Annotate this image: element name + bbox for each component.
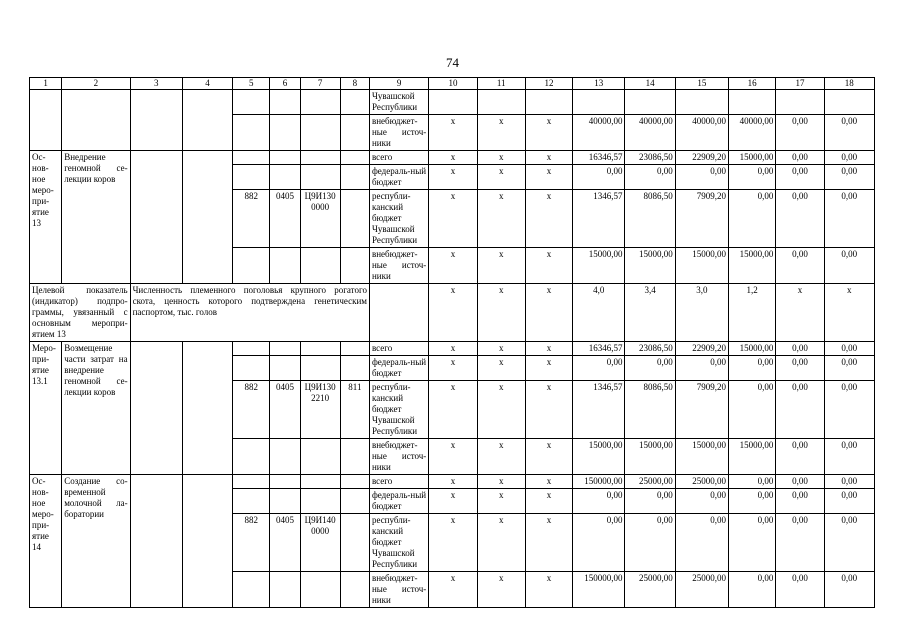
value-cell: 7909,20 (675, 190, 728, 248)
header-cell: 3 (130, 78, 182, 90)
value-cell: x (525, 248, 572, 284)
source-label: республи-канский бюджет Чувашской Республики (369, 190, 428, 248)
value-cell: 0,00 (824, 190, 874, 248)
source-label: федераль-ный бюджет (369, 165, 428, 190)
table-row (30, 90, 875, 115)
value-cell: 0,00 (824, 115, 874, 151)
value-cell: x (477, 151, 525, 165)
value-cell: x (429, 165, 477, 190)
cell-empty (300, 342, 340, 356)
value-cell: 7909,20 (675, 381, 728, 439)
header-cell: 14 (625, 78, 675, 90)
value-cell: x (525, 475, 572, 489)
value-cell: x (429, 356, 477, 381)
header-cell: 2 (62, 78, 130, 90)
value-cell: 0,00 (776, 356, 824, 381)
measure-description: Внедрение геномной се-лекции коров (62, 151, 130, 284)
cell-empty (340, 439, 369, 475)
cell-empty (233, 489, 270, 514)
table-row (30, 151, 875, 165)
cell-empty (675, 90, 728, 115)
table-row (30, 475, 875, 489)
value-cell: 0,00 (824, 356, 874, 381)
value-cell: x (477, 284, 525, 342)
value-cell: x (525, 489, 572, 514)
value-cell: x (477, 115, 525, 151)
value-cell: 0,00 (625, 489, 675, 514)
value-cell: 15000,00 (625, 248, 675, 284)
cell-empty (340, 514, 369, 572)
cell-empty (233, 248, 270, 284)
code-cell: 0405 (270, 514, 300, 572)
cell-empty (233, 151, 270, 165)
header-cell: 7 (300, 78, 340, 90)
source-label: внебюджет-ные источ-ники (369, 248, 428, 284)
value-cell: 0,00 (675, 514, 728, 572)
source-label: федераль-ный бюджет (369, 489, 428, 514)
value-cell: x (525, 190, 572, 248)
value-cell: 15000,00 (675, 248, 728, 284)
cell-empty (300, 572, 340, 608)
header-cell: 17 (776, 78, 824, 90)
value-cell: 0,00 (675, 165, 728, 190)
header-cell: 18 (824, 78, 874, 90)
value-cell: 0,00 (675, 489, 728, 514)
cell-empty (270, 90, 300, 115)
value-cell: 0,00 (824, 342, 874, 356)
header-cell: 15 (675, 78, 728, 90)
budget-table (29, 77, 875, 608)
value-cell: 25000,00 (675, 572, 728, 608)
cell-empty (233, 356, 270, 381)
value-cell: 0,00 (776, 572, 824, 608)
value-cell: 40000,00 (573, 115, 625, 151)
value-cell: 0,00 (776, 248, 824, 284)
value-cell: x (525, 356, 572, 381)
cell-empty (233, 90, 270, 115)
header-cell: 6 (270, 78, 300, 90)
cell-empty (300, 151, 340, 165)
code-cell: Ц9И130 2210 (300, 381, 340, 439)
cell-empty (270, 489, 300, 514)
cell-empty (340, 356, 369, 381)
value-cell: x (429, 342, 477, 356)
cell-empty (340, 90, 369, 115)
cell-empty (300, 439, 340, 475)
value-cell: 0,00 (729, 356, 776, 381)
cell-empty (270, 439, 300, 475)
value-cell: 0,00 (824, 151, 874, 165)
cell-empty (429, 90, 477, 115)
header-cell: 10 (429, 78, 477, 90)
value-cell: x (525, 115, 572, 151)
value-cell: 15000,00 (729, 439, 776, 475)
value-cell: 3,0 (675, 284, 728, 342)
measure-name: Меро-при-ятие 13.1 (30, 342, 62, 475)
cell-empty (233, 165, 270, 190)
value-cell: x (525, 165, 572, 190)
cell-empty (270, 151, 300, 165)
indicator-text: Численность племенного поголовья крупного рогатого скота, ценность которого подтверждена генетическим паспортом, тыс. голов (130, 284, 369, 342)
value-cell: 15000,00 (675, 439, 728, 475)
measure-name: Ос-нов-ное меро-при-ятие 14 (30, 475, 62, 608)
cell-empty (300, 356, 340, 381)
value-cell: x (429, 439, 477, 475)
value-cell: 25000,00 (675, 475, 728, 489)
value-cell: x (429, 115, 477, 151)
cell-empty (270, 248, 300, 284)
value-cell: 1,2 (729, 284, 776, 342)
value-cell: 0,00 (776, 489, 824, 514)
cell-empty (340, 165, 369, 190)
value-cell: 0,00 (729, 381, 776, 439)
value-cell: 0,00 (625, 514, 675, 572)
value-cell: x (477, 381, 525, 439)
source-label: внебюджет-ные источ-ники (369, 439, 428, 475)
cell-empty (300, 248, 340, 284)
value-cell: 15000,00 (625, 439, 675, 475)
value-cell: 3,4 (625, 284, 675, 342)
value-cell: x (477, 514, 525, 572)
value-cell: 0,00 (573, 165, 625, 190)
code-cell: 882 (233, 514, 270, 572)
value-cell: 15000,00 (729, 342, 776, 356)
page-number: 74 (446, 55, 459, 70)
value-cell: x (429, 381, 477, 439)
value-cell: 150000,00 (573, 475, 625, 489)
cell-empty (340, 475, 369, 489)
value-cell: 0,00 (573, 489, 625, 514)
value-cell: x (477, 356, 525, 381)
value-cell: 8086,50 (625, 381, 675, 439)
cell-empty (824, 90, 874, 115)
value-cell: x (477, 165, 525, 190)
value-cell: 0,00 (729, 514, 776, 572)
value-cell: 0,00 (729, 165, 776, 190)
table-row (30, 284, 875, 342)
cell-empty (340, 572, 369, 608)
cell-empty (340, 151, 369, 165)
header-row (30, 78, 875, 90)
indicator-label: Целевой показатель (индикатор) подпро-граммы, увязанный с основным меропри-ятием 13 (30, 284, 131, 342)
value-cell: 4,0 (573, 284, 625, 342)
cell-empty (270, 356, 300, 381)
header-cell: 11 (477, 78, 525, 90)
value-cell: x (525, 572, 572, 608)
value-cell: 0,00 (824, 514, 874, 572)
value-cell: x (429, 489, 477, 514)
value-cell: x (429, 475, 477, 489)
value-cell: 25000,00 (625, 475, 675, 489)
cell-empty (340, 248, 369, 284)
cell-empty (340, 489, 369, 514)
cell-empty (369, 284, 428, 342)
table-row (30, 342, 875, 356)
value-cell: 0,00 (776, 381, 824, 439)
value-cell: 40000,00 (625, 115, 675, 151)
cell-empty (270, 115, 300, 151)
cell-empty (300, 489, 340, 514)
value-cell: 0,00 (824, 489, 874, 514)
code-cell: 811 (340, 381, 369, 439)
value-cell: x (429, 284, 477, 342)
cell-empty (340, 190, 369, 248)
value-cell: 8086,50 (625, 190, 675, 248)
cell-empty (182, 342, 232, 475)
source-label: всего (369, 151, 428, 165)
value-cell: 1346,57 (573, 190, 625, 248)
cell-empty (270, 342, 300, 356)
value-cell: x (525, 284, 572, 342)
value-cell: 0,00 (824, 475, 874, 489)
cell-empty (130, 151, 182, 284)
value-cell: 15000,00 (573, 248, 625, 284)
value-cell: 0,00 (625, 165, 675, 190)
value-cell: 40000,00 (675, 115, 728, 151)
source-label: всего (369, 475, 428, 489)
cell-empty (270, 165, 300, 190)
header-cell: 1 (30, 78, 62, 90)
value-cell: 15000,00 (729, 248, 776, 284)
source-label: федераль-ный бюджет (369, 356, 428, 381)
cell-empty (525, 90, 572, 115)
source-label: Чувашской Республики (369, 90, 428, 115)
value-cell: 25000,00 (625, 572, 675, 608)
source-label: внебюджет-ные источ-ники (369, 115, 428, 151)
cell-empty (300, 165, 340, 190)
cell-empty (233, 475, 270, 489)
value-cell: 0,00 (776, 115, 824, 151)
value-cell: x (429, 248, 477, 284)
value-cell: x (429, 190, 477, 248)
cell-empty (130, 475, 182, 608)
value-cell: 0,00 (729, 489, 776, 514)
value-cell: x (525, 514, 572, 572)
cell-empty (130, 90, 182, 151)
cell-empty (573, 90, 625, 115)
header-cell: 12 (525, 78, 572, 90)
code-cell: Ц9И130 0000 (300, 190, 340, 248)
value-cell: 0,00 (625, 356, 675, 381)
header-cell: 13 (573, 78, 625, 90)
value-cell: 150000,00 (573, 572, 625, 608)
cell-empty (30, 90, 62, 151)
header-cell: 8 (340, 78, 369, 90)
value-cell: 23086,50 (625, 342, 675, 356)
cell-empty (270, 475, 300, 489)
cell-empty (340, 342, 369, 356)
cell-empty (130, 342, 182, 475)
value-cell: x (477, 572, 525, 608)
header-cell: 4 (182, 78, 232, 90)
value-cell: 0,00 (824, 165, 874, 190)
value-cell: x (776, 284, 824, 342)
value-cell: x (429, 572, 477, 608)
value-cell: x (429, 514, 477, 572)
measure-description: Создание со-временной молочной ла-боратории (62, 475, 130, 608)
cell-empty (625, 90, 675, 115)
value-cell: 0,00 (824, 439, 874, 475)
source-label: республи-канский бюджет Чувашской Республики (369, 514, 428, 572)
value-cell: 16346,57 (573, 342, 625, 356)
cell-empty (776, 90, 824, 115)
cell-empty (62, 90, 130, 151)
cell-empty (270, 572, 300, 608)
source-label: всего (369, 342, 428, 356)
cell-empty (233, 342, 270, 356)
value-cell: 15000,00 (573, 439, 625, 475)
measure-name: Ос-нов-ное меро-при-ятие 13 (30, 151, 62, 284)
value-cell: 0,00 (776, 165, 824, 190)
cell-empty (300, 115, 340, 151)
value-cell: x (824, 284, 874, 342)
value-cell: 0,00 (776, 190, 824, 248)
cell-empty (300, 475, 340, 489)
code-cell: 882 (233, 190, 270, 248)
value-cell: 0,00 (824, 572, 874, 608)
value-cell: x (525, 439, 572, 475)
value-cell: 0,00 (729, 572, 776, 608)
value-cell: x (525, 151, 572, 165)
value-cell: 40000,00 (729, 115, 776, 151)
value-cell: 22909,20 (675, 151, 728, 165)
value-cell: x (477, 475, 525, 489)
cell-empty (233, 439, 270, 475)
value-cell: 0,00 (573, 356, 625, 381)
cell-empty (340, 115, 369, 151)
value-cell: 0,00 (729, 475, 776, 489)
cell-empty (182, 151, 232, 284)
header-cell: 5 (233, 78, 270, 90)
cell-empty (477, 90, 525, 115)
code-cell: 0405 (270, 381, 300, 439)
value-cell: x (477, 342, 525, 356)
value-cell: 0,00 (776, 342, 824, 356)
value-cell: 0,00 (573, 514, 625, 572)
value-cell: x (477, 439, 525, 475)
value-cell: 23086,50 (625, 151, 675, 165)
cell-empty (182, 475, 232, 608)
cell-empty (233, 115, 270, 151)
value-cell: x (477, 190, 525, 248)
source-label: республи-канский бюджет Чувашской Республики (369, 381, 428, 439)
value-cell: 0,00 (776, 151, 824, 165)
header-cell: 16 (729, 78, 776, 90)
code-cell: Ц9И140 0000 (300, 514, 340, 572)
value-cell: 22909,20 (675, 342, 728, 356)
value-cell: x (477, 489, 525, 514)
cell-empty (300, 90, 340, 115)
value-cell: 0,00 (729, 190, 776, 248)
header-cell: 9 (369, 78, 428, 90)
value-cell: 0,00 (776, 514, 824, 572)
cell-empty (182, 90, 232, 151)
value-cell: 0,00 (824, 248, 874, 284)
value-cell: x (429, 151, 477, 165)
value-cell: x (477, 248, 525, 284)
cell-empty (233, 572, 270, 608)
code-cell: 0405 (270, 190, 300, 248)
value-cell: 0,00 (776, 439, 824, 475)
value-cell: x (525, 342, 572, 356)
value-cell: 0,00 (824, 381, 874, 439)
value-cell: 0,00 (675, 356, 728, 381)
measure-description: Возмещение части затрат на внедрение геномной се-лекции коров (62, 342, 130, 475)
source-label: внебюджет-ные источ-ники (369, 572, 428, 608)
code-cell: 882 (233, 381, 270, 439)
value-cell: 15000,00 (729, 151, 776, 165)
value-cell: x (525, 381, 572, 439)
value-cell: 16346,57 (573, 151, 625, 165)
value-cell: 0,00 (776, 475, 824, 489)
cell-empty (729, 90, 776, 115)
value-cell: 1346,57 (573, 381, 625, 439)
